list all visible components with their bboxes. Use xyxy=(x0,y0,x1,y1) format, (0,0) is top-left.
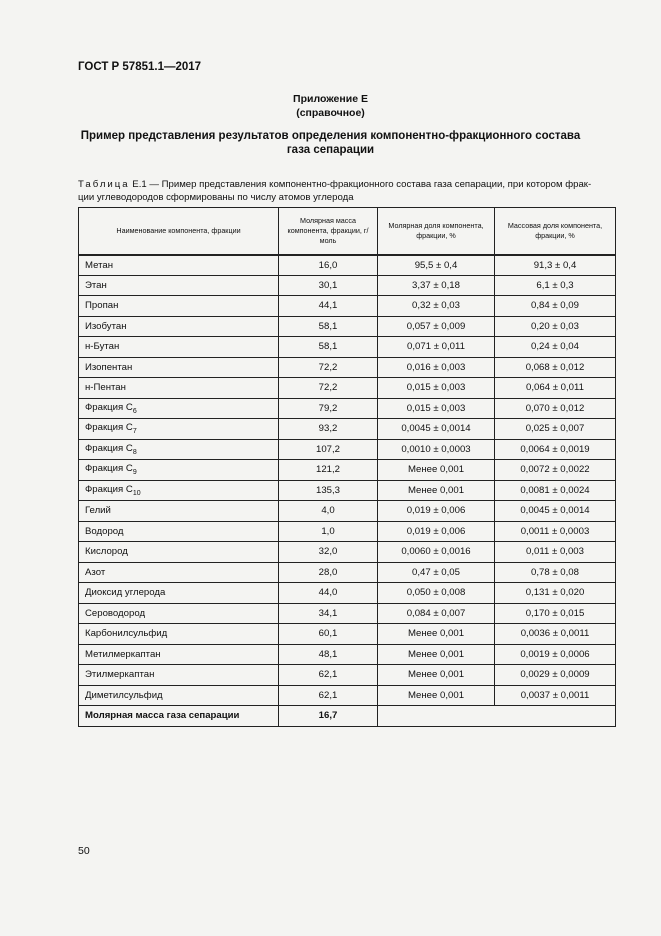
mass-fraction-cell: 0,0081 ± 0,0024 xyxy=(495,480,616,501)
table-row xyxy=(79,337,616,358)
mass-fraction-cell: 0,0064 ± 0,0019 xyxy=(495,439,616,460)
table-row xyxy=(79,480,616,501)
molar-fraction-cell: 0,016 ± 0,003 xyxy=(378,357,495,378)
appendix-note: (справочное) xyxy=(296,107,365,119)
molar-fraction-cell: 0,015 ± 0,003 xyxy=(378,398,495,419)
component-name-text: Метилмеркаптан xyxy=(85,648,161,660)
appendix-heading xyxy=(0,92,661,120)
molar-fraction-cell: 0,071 ± 0,011 xyxy=(378,337,495,358)
molar-mass-cell: 4,0 xyxy=(279,501,378,522)
section-title-line2: газа сепарации xyxy=(286,144,375,156)
table-caption xyxy=(78,179,618,204)
molar-fraction-cell: 0,32 ± 0,03 xyxy=(378,296,495,317)
component-name-text: Карбонилсульфид xyxy=(85,628,168,640)
table-row xyxy=(79,644,616,665)
component-name-text: н-Пентан xyxy=(85,382,126,394)
table-row xyxy=(79,357,616,378)
table-row xyxy=(79,583,616,604)
molar-mass-cell: 58,1 xyxy=(279,316,378,337)
appendix-title: Приложение Е xyxy=(293,93,368,105)
component-name xyxy=(79,665,279,686)
molar-mass-cell: 28,0 xyxy=(279,562,378,583)
molar-fraction-cell: Менее 0,001 xyxy=(378,624,495,645)
component-name-text: н-Бутан xyxy=(85,341,120,353)
component-name xyxy=(79,337,279,358)
mass-fraction-cell: 0,068 ± 0,012 xyxy=(495,357,616,378)
component-name-text: Кислород xyxy=(85,546,128,558)
section-title-line1: Пример представления результатов определения компонентно-фракционного состава xyxy=(80,130,581,142)
table-row xyxy=(79,419,616,440)
component-name xyxy=(79,357,279,378)
table-row xyxy=(79,624,616,645)
molar-fraction-cell: 0,0045 ± 0,0014 xyxy=(378,419,495,440)
table-row xyxy=(79,255,616,276)
molar-fraction-cell: 0,0060 ± 0,0016 xyxy=(378,542,495,563)
molar-mass-cell: 93,2 xyxy=(279,419,378,440)
component-name xyxy=(79,583,279,604)
table-row xyxy=(79,439,616,460)
molar-fraction-cell: 0,0010 ± 0,0003 xyxy=(378,439,495,460)
table-row xyxy=(79,685,616,706)
table-header-row xyxy=(79,208,616,255)
table-row xyxy=(79,521,616,542)
mass-fraction-cell: 0,011 ± 0,003 xyxy=(495,542,616,563)
mass-fraction-cell: 0,0036 ± 0,0011 xyxy=(495,624,616,645)
mass-fraction-cell: 0,170 ± 0,015 xyxy=(495,603,616,624)
mass-fraction-cell: 0,0045 ± 0,0014 xyxy=(495,501,616,522)
component-name-subscript: 7 xyxy=(132,428,137,436)
molar-mass-cell: 48,1 xyxy=(279,644,378,665)
mass-fraction-cell: 0,20 ± 0,03 xyxy=(495,316,616,337)
component-name-text: Сероводород xyxy=(85,607,146,619)
component-name-text: Гелий xyxy=(85,505,111,517)
mass-fraction-cell: 0,0029 ± 0,0009 xyxy=(495,665,616,686)
table-row xyxy=(79,603,616,624)
molar-mass-cell: 79,2 xyxy=(279,398,378,419)
standard-header: ГОСТ Р 57851.1—2017 xyxy=(78,61,202,73)
molar-fraction-cell: 0,019 ± 0,006 xyxy=(378,521,495,542)
molar-fraction-cell: 0,015 ± 0,003 xyxy=(378,378,495,399)
component-name-text: Пропан xyxy=(85,300,119,312)
component-name-text: Азот xyxy=(85,566,106,578)
component-name xyxy=(79,419,279,440)
molar-mass-cell: 58,1 xyxy=(279,337,378,358)
mass-fraction-cell: 0,070 ± 0,012 xyxy=(495,398,616,419)
total-empty-cell xyxy=(378,706,616,727)
molar-mass-cell: 135,3 xyxy=(279,480,378,501)
component-name-text: Метан xyxy=(85,259,114,271)
component-name xyxy=(79,316,279,337)
mass-fraction-cell: 0,78 ± 0,08 xyxy=(495,562,616,583)
molar-mass-cell: 32,0 xyxy=(279,542,378,563)
table-row xyxy=(79,562,616,583)
composition-table xyxy=(78,207,616,727)
molar-fraction-cell: Менее 0,001 xyxy=(378,685,495,706)
component-name-subscript: 6 xyxy=(132,407,137,415)
molar-mass-cell: 1,0 xyxy=(279,521,378,542)
component-name-text: Этан xyxy=(85,279,107,291)
molar-fraction-cell: 0,084 ± 0,007 xyxy=(378,603,495,624)
mass-fraction-cell: 0,84 ± 0,09 xyxy=(495,296,616,317)
header-molar-mass: Молярная масса компонента, фракции, г/моль xyxy=(279,208,378,255)
component-name-text: Водород xyxy=(85,525,124,537)
component-name xyxy=(79,439,279,460)
table-row xyxy=(79,460,616,481)
molar-fraction-cell: 3,37 ± 0,18 xyxy=(378,275,495,296)
component-name xyxy=(79,255,279,276)
component-name xyxy=(79,624,279,645)
molar-fraction-cell: 95,5 ± 0,4 xyxy=(378,255,495,276)
molar-fraction-cell: Менее 0,001 xyxy=(378,480,495,501)
molar-mass-cell: 62,1 xyxy=(279,685,378,706)
caption-text: Е.1 — Пример представления компонентно-фракционного состава газа сепарации, при котором фрак- xyxy=(129,179,592,190)
molar-mass-cell: 121,2 xyxy=(279,460,378,481)
molar-mass-cell: 60,1 xyxy=(279,624,378,645)
molar-mass-cell: 107,2 xyxy=(279,439,378,460)
mass-fraction-cell: 0,0019 ± 0,0006 xyxy=(495,644,616,665)
molar-fraction-cell: 0,47 ± 0,05 xyxy=(378,562,495,583)
table-row xyxy=(79,296,616,317)
mass-fraction-cell: 0,24 ± 0,04 xyxy=(495,337,616,358)
caption-text-line2: ции углеводородов сформированы по числу атомов углерода xyxy=(78,191,354,203)
component-name-subscript: 9 xyxy=(132,469,137,477)
component-name-text: Изобутан xyxy=(85,320,127,332)
total-label: Молярная масса газа сепарации xyxy=(79,706,279,727)
component-name-text: Изопентан xyxy=(85,361,133,373)
component-name xyxy=(79,378,279,399)
component-name xyxy=(79,644,279,665)
mass-fraction-cell: 0,0037 ± 0,0011 xyxy=(495,685,616,706)
component-name xyxy=(79,460,279,481)
component-name xyxy=(79,501,279,522)
total-value: 16,7 xyxy=(279,706,378,727)
molar-mass-cell: 72,2 xyxy=(279,357,378,378)
component-name-subscript: 10 xyxy=(132,489,141,497)
mass-fraction-cell: 0,0072 ± 0,0022 xyxy=(495,460,616,481)
molar-mass-cell: 44,0 xyxy=(279,583,378,604)
component-name-text: Фракция С xyxy=(85,442,133,454)
component-name-text: Фракция С xyxy=(85,422,133,434)
component-name xyxy=(79,685,279,706)
table-row xyxy=(79,378,616,399)
mass-fraction-cell: 0,0011 ± 0,0003 xyxy=(495,521,616,542)
molar-mass-cell: 72,2 xyxy=(279,378,378,399)
section-title xyxy=(60,129,601,157)
component-name-text: Диоксид углерода xyxy=(85,587,166,599)
component-name-text: Этилмеркаптан xyxy=(85,669,155,681)
molar-fraction-cell: 0,050 ± 0,008 xyxy=(378,583,495,604)
molar-fraction-cell: Менее 0,001 xyxy=(378,644,495,665)
molar-fraction-cell: Менее 0,001 xyxy=(378,665,495,686)
component-name xyxy=(79,603,279,624)
molar-mass-cell: 44,1 xyxy=(279,296,378,317)
table-row xyxy=(79,542,616,563)
caption-label: Таблица xyxy=(78,179,130,190)
component-name xyxy=(79,521,279,542)
mass-fraction-cell: 0,064 ± 0,011 xyxy=(495,378,616,399)
mass-fraction-cell: 0,025 ± 0,007 xyxy=(495,419,616,440)
molar-mass-cell: 34,1 xyxy=(279,603,378,624)
molar-mass-cell: 16,0 xyxy=(279,255,378,276)
table-total-row xyxy=(79,706,616,727)
molar-fraction-cell: 0,019 ± 0,006 xyxy=(378,501,495,522)
table-row xyxy=(79,275,616,296)
molar-mass-cell: 62,1 xyxy=(279,665,378,686)
mass-fraction-cell: 0,131 ± 0,020 xyxy=(495,583,616,604)
component-name xyxy=(79,275,279,296)
header-molar-fraction: Молярная доля компонента, фракции, % xyxy=(378,208,495,255)
table-row xyxy=(79,316,616,337)
component-name xyxy=(79,398,279,419)
component-name-subscript: 8 xyxy=(132,448,137,456)
molar-mass-cell: 30,1 xyxy=(279,275,378,296)
component-name xyxy=(79,296,279,317)
component-name xyxy=(79,562,279,583)
component-name xyxy=(79,480,279,501)
header-mass-fraction: Массовая доля компонента, фракции, % xyxy=(495,208,616,255)
page-number: 50 xyxy=(78,845,90,857)
component-name-text: Фракция С xyxy=(85,463,133,475)
table-body xyxy=(79,255,616,727)
mass-fraction-cell: 91,3 ± 0,4 xyxy=(495,255,616,276)
component-name xyxy=(79,542,279,563)
component-name-text: Фракция С xyxy=(85,483,133,495)
component-name-text: Диметилсульфид xyxy=(85,689,163,701)
header-component: Наименование компонента, фракции xyxy=(79,208,279,255)
table-row xyxy=(79,501,616,522)
component-name-text: Фракция С xyxy=(85,401,133,413)
molar-fraction-cell: Менее 0,001 xyxy=(378,460,495,481)
table-row xyxy=(79,398,616,419)
molar-fraction-cell: 0,057 ± 0,009 xyxy=(378,316,495,337)
table-row xyxy=(79,665,616,686)
mass-fraction-cell: 6,1 ± 0,3 xyxy=(495,275,616,296)
